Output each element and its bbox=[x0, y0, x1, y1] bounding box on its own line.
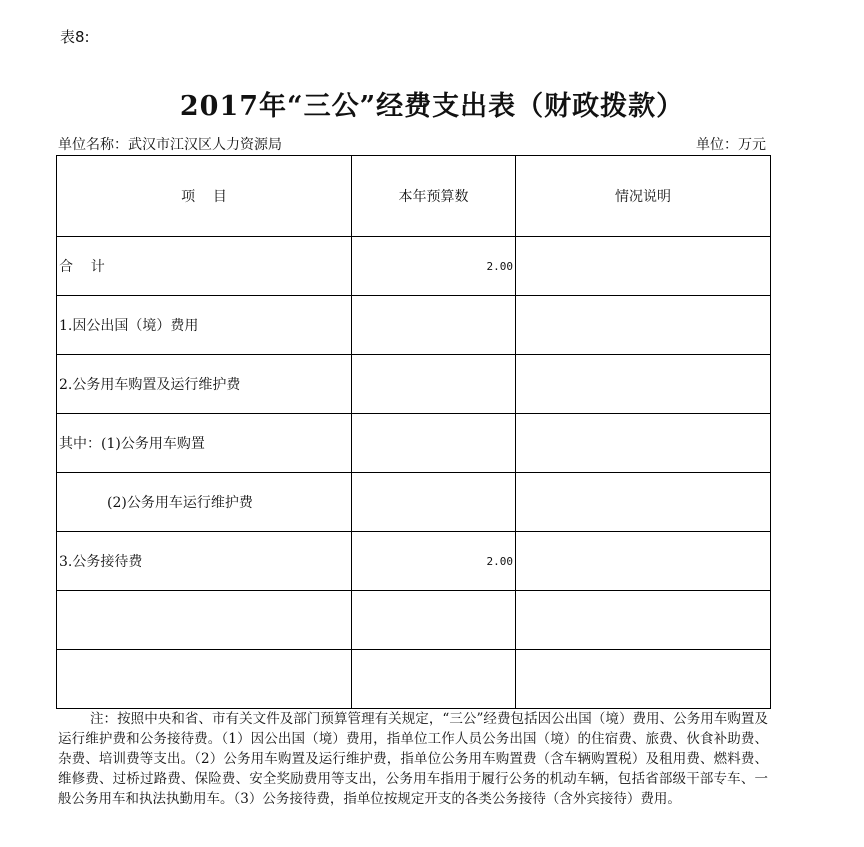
unit-name-label: 单位名称：武汉市江汉区人力资源局 bbox=[58, 137, 282, 153]
row-note bbox=[516, 591, 771, 650]
row-note bbox=[516, 237, 771, 296]
expenditure-table bbox=[56, 155, 771, 709]
currency-unit-label: 单位：万元 bbox=[696, 137, 766, 153]
footnote: 注：按照中央和省、市有关文件及部门预算管理有关规定，“三公”经费包括因公出国（境）费用、公务用车购置及运行维护费和公务接待费。（1）因公出国（境）费用，指单位工作人员公务出国（境）的住宿费、旅费、伙食补助费、杂费、培训费等支出。（2）公务用车购置及运行维护费，指单位公务用车购置费（含车辆购置税）及租用费、燃料费、维修费、过桥过路费、保险费、安全奖励费用等支出，公务用车指用于履行公务的机动车辆，包括省部级干部专车、一般公务用车和执法执勤用车。（3）公务接待费，指单位按规定开支的各类公务接待（含外宾接待）费用。 bbox=[58, 711, 768, 807]
row-budget bbox=[352, 473, 516, 532]
table-header-row bbox=[57, 156, 771, 237]
table-row bbox=[57, 532, 771, 591]
row-item: 1.因公出国（境）费用 bbox=[57, 296, 352, 355]
row-budget: 2.00 bbox=[352, 237, 516, 296]
table-row bbox=[57, 414, 771, 473]
row-item: 3.公务接待费 bbox=[57, 532, 352, 591]
row-budget bbox=[352, 650, 516, 709]
table-row bbox=[57, 296, 771, 355]
row-item: 其中：(1)公务用车购置 bbox=[57, 414, 352, 473]
row-item bbox=[57, 591, 352, 650]
header-note: 情况说明 bbox=[516, 156, 771, 237]
row-budget bbox=[352, 591, 516, 650]
header-budget: 本年预算数 bbox=[352, 156, 516, 237]
row-note bbox=[516, 473, 771, 532]
table-row bbox=[57, 355, 771, 414]
row-note bbox=[516, 414, 771, 473]
table-row bbox=[57, 237, 771, 296]
row-budget bbox=[352, 414, 516, 473]
page-title: 2017年“三公”经费支出表（财政拨款） bbox=[179, 91, 685, 122]
row-budget bbox=[352, 355, 516, 414]
row-note bbox=[516, 296, 771, 355]
table-number-label: 表8: bbox=[60, 28, 90, 46]
row-item bbox=[57, 650, 352, 709]
table-row bbox=[57, 473, 771, 532]
table-row bbox=[57, 650, 771, 709]
header-item: 项 目 bbox=[57, 156, 352, 237]
row-budget bbox=[352, 296, 516, 355]
row-budget: 2.00 bbox=[352, 532, 516, 591]
row-note bbox=[516, 650, 771, 709]
row-note bbox=[516, 532, 771, 591]
table-row bbox=[57, 591, 771, 650]
row-note bbox=[516, 355, 771, 414]
row-item: 2.公务用车购置及运行维护费 bbox=[57, 355, 352, 414]
row-item: (2)公务用车运行维护费 bbox=[57, 473, 352, 532]
row-item: 合 计 bbox=[57, 237, 352, 296]
